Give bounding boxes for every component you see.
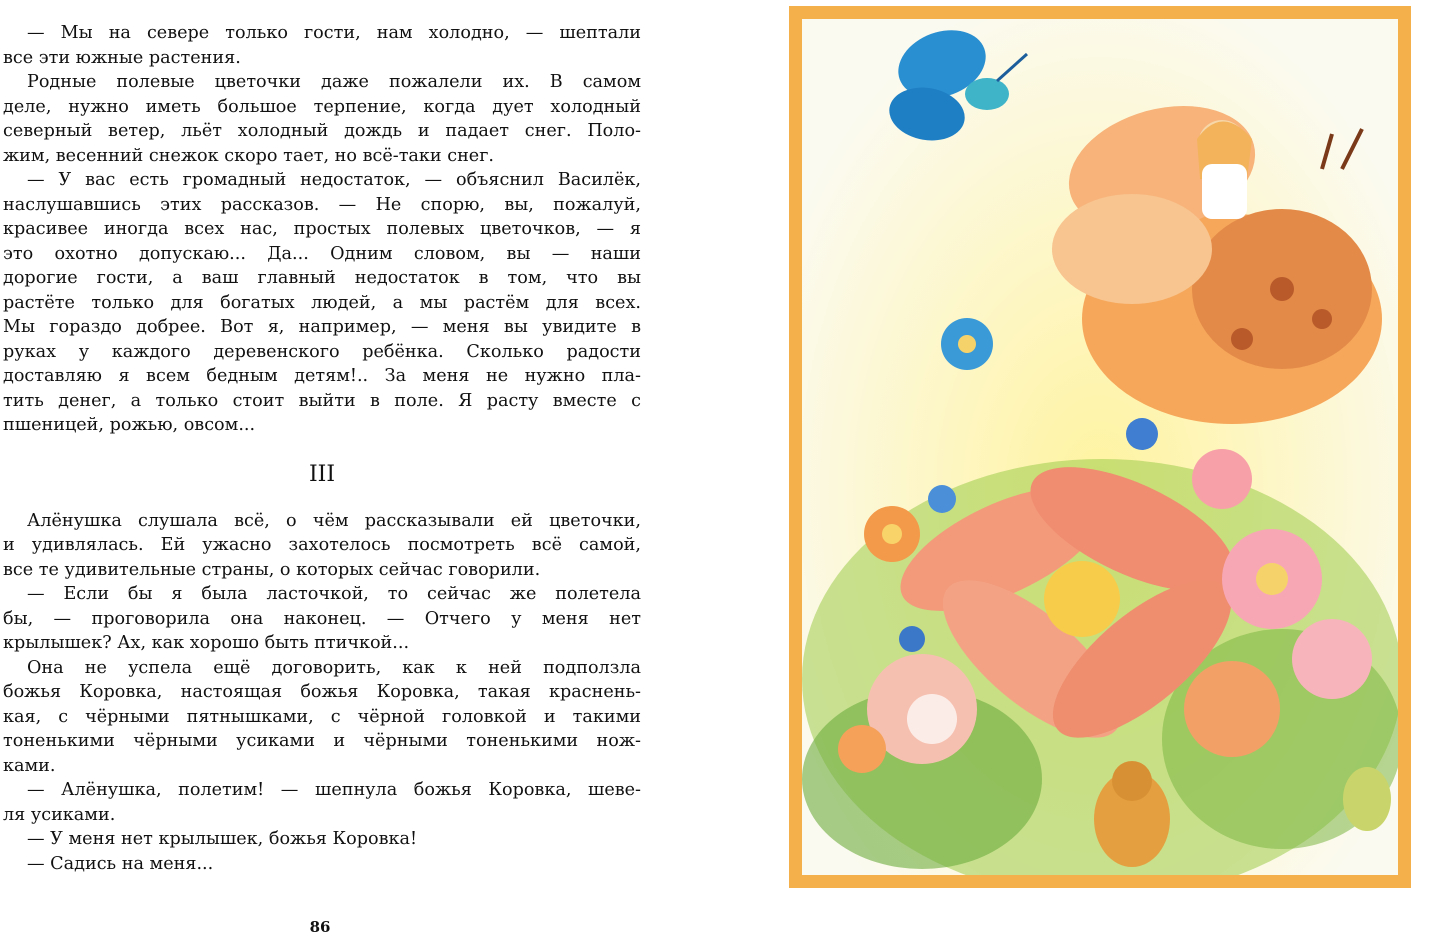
illustration-artwork: [802, 19, 1398, 875]
illustration: [789, 6, 1411, 888]
text-line: Родные полевые цветочки даже пожалели их. В самом: [27, 72, 641, 92]
text-line: — Садись на меня...: [27, 853, 214, 874]
text-line: доставляю я всем бедным детям!.. За меня не нужно пла-: [3, 366, 641, 386]
text-block-top: [3, 21, 641, 438]
text-line: тоненькими чёрными усиками и чёрными тоненькими нож-: [3, 731, 641, 751]
text-line: деле, нужно иметь большое терпение, когда дует холодный: [3, 96, 641, 117]
text-line: северный ветер, льёт холодный дождь и падает снег. Поло-: [3, 121, 641, 141]
text-line: кая, с чёрными пятнышками, с чёрной головкой и такими: [3, 706, 641, 727]
text-line: жим, весенний снежок скоро тает, но всё-таки снег.: [3, 145, 495, 166]
text-line: ками.: [3, 755, 56, 776]
text-line: божья Коровка, настоящая божья Коровка, такая краснень-: [3, 682, 641, 702]
text-line: и удивлялась. Ей ужасно захотелось посмотреть всё самой,: [3, 535, 641, 555]
text-line: бы, — проговорила она наконец. — Отчего у меня нет: [3, 608, 641, 629]
text-line: — У вас есть громадный недостаток, — объяснил Василёк,: [27, 170, 641, 190]
text-line: Она не успела ещё договорить, как к ней подползла: [27, 657, 641, 678]
text-line: красивее иногда всех нас, простых полевых цветочков, — я: [3, 219, 641, 239]
text-line: все те удивительные страны, о которых сейчас говорили.: [3, 559, 541, 580]
text-line: это охотно допускаю... Да... Одним словом, вы — наши: [3, 243, 641, 264]
text-line: — Если бы я была ласточкой, то сейчас же полетела: [27, 584, 641, 604]
page-number: 86: [309, 918, 331, 936]
text-line: все эти южные растения.: [3, 47, 241, 68]
girl-figure: [1197, 120, 1252, 219]
chapter-heading: III: [308, 461, 336, 487]
text-line: — Мы на севере только гости, нам холодно, — шептали: [27, 23, 641, 43]
text-line: наслушавшись этих рассказов. — Не спорю, вы, пожалуй,: [3, 194, 641, 215]
text-line: Алёнушка слушала всё, о чём рассказывали ей цветочки,: [27, 510, 641, 531]
page-text: [3, 21, 641, 876]
text-line: пшеницей, рожью, овсом...: [3, 415, 256, 435]
text-line: руках у каждого деревенского ребёнка. Сколько радости: [3, 341, 641, 362]
text-block-bottom: [3, 509, 641, 877]
text-line: — Алёнушка, полетим! — шепнула божья Коровка, шеве-: [27, 780, 641, 800]
text-line: дорогие гости, а ваш главный недостаток в том, что вы: [3, 268, 641, 288]
text-line: Мы гораздо добрее. Вот я, например, — меня вы увидите в: [3, 317, 641, 337]
text-line: крылышек? Ах, как хорошо быть птичкой...: [3, 633, 410, 653]
text-line: тить денег, а только стоит выйти в поле. Я расту вместе с: [3, 390, 641, 411]
text-line: — У меня нет крылышек, божья Коровка!: [27, 829, 418, 849]
text-line: растёте только для богатых людей, а мы растём для всех.: [3, 292, 641, 313]
text-line: ля усиками.: [3, 804, 116, 825]
